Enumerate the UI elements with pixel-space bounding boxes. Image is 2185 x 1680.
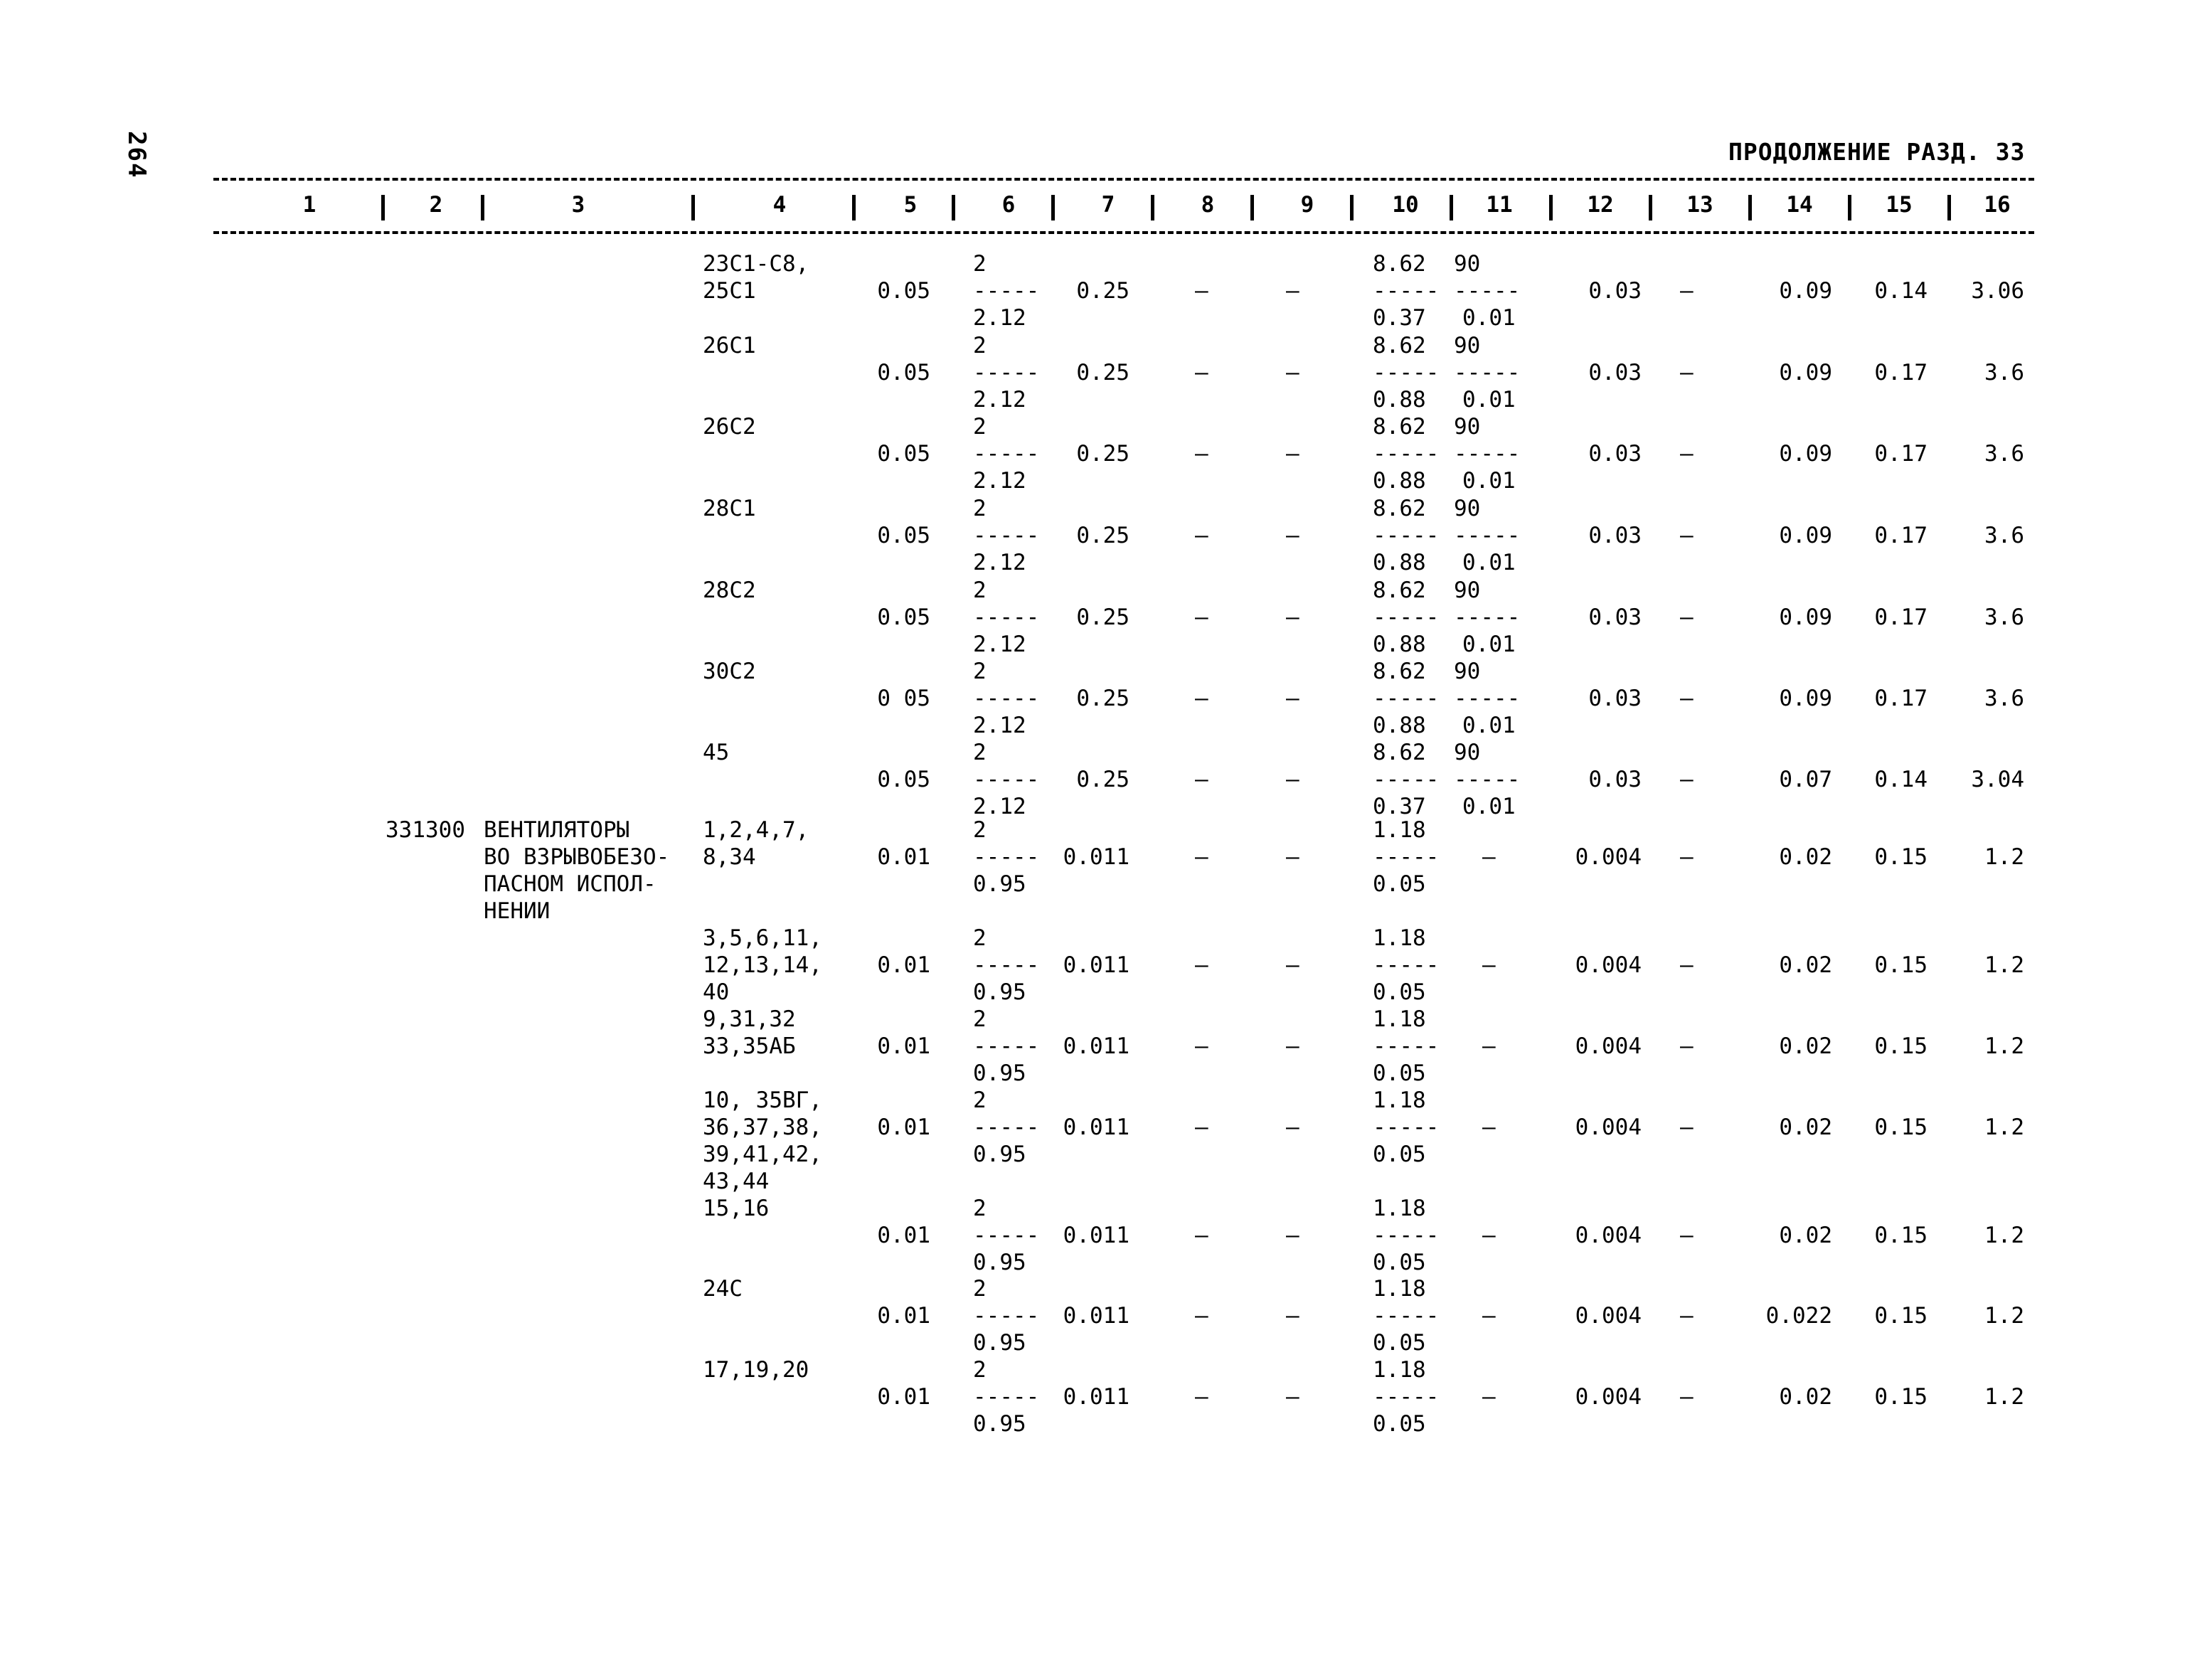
cell-col10-numerator: 1.18: [1373, 925, 1426, 951]
cell-col7: 0.011: [1063, 952, 1129, 978]
cell-col8: –: [1195, 686, 1208, 711]
cell-col10-fraction-line: -----: [1373, 360, 1440, 386]
cell-col15: 0.14: [1874, 767, 1928, 792]
cell-col16: 1.2: [1984, 1384, 2024, 1410]
cell-col12: 0.03: [1588, 360, 1642, 386]
cell-col6-numerator: 2: [973, 925, 987, 951]
cell-col10-numerator: 1.18: [1373, 1276, 1426, 1302]
cell-col6-denominator: 0.95: [973, 1142, 1026, 1167]
cell-col10-denominator: 0.05: [1373, 1060, 1426, 1086]
cell-col6-denominator: 0.95: [973, 1411, 1026, 1437]
cell-col12: 0.004: [1575, 844, 1642, 870]
cell-col11-numerator: 90: [1454, 659, 1481, 684]
column-header-14: 14: [1786, 192, 1813, 218]
cell-col13: –: [1680, 686, 1694, 711]
cell-col8: –: [1195, 441, 1208, 467]
cell-col6-fraction-line: -----: [973, 360, 1040, 386]
row-designation-line: 9,31,32: [703, 1006, 796, 1032]
cell-col6-fraction-line: -----: [973, 523, 1040, 548]
row-designation-line: 26С2: [703, 414, 756, 440]
cell-col15: 0.15: [1874, 1303, 1928, 1329]
cell-col13: –: [1680, 1115, 1694, 1140]
cell-col11-fraction-line: -----: [1454, 278, 1521, 304]
cell-col6-denominator: 2.12: [973, 305, 1026, 331]
row-designation-line: 15,16: [703, 1196, 770, 1221]
cell-col7: 0.011: [1063, 1115, 1129, 1140]
cell-col11-denominator: 0.01: [1462, 632, 1516, 657]
cell-col15: 0.15: [1874, 1223, 1928, 1248]
column-header-6: 6: [1001, 192, 1016, 218]
cell-col6-numerator: 2: [973, 740, 987, 765]
cell-col5: 0.01: [877, 1303, 930, 1329]
row-designation-line: 45: [703, 740, 730, 765]
cell-col16: 1.2: [1984, 1033, 2024, 1059]
cell-col6-denominator: 0.95: [973, 979, 1026, 1005]
row-designation-line: 24С: [703, 1276, 743, 1302]
cell-col10-numerator: 8.62: [1373, 414, 1426, 440]
cell-col6-numerator: 2: [973, 817, 987, 843]
cell-col16: 1.2: [1984, 952, 2024, 978]
cell-col10-denominator: 0.88: [1373, 387, 1426, 413]
cell-col15: 0.17: [1874, 441, 1928, 467]
cell-col6-denominator: 0.95: [973, 1250, 1026, 1275]
cell-col16: 1.2: [1984, 844, 2024, 870]
cell-col9: –: [1286, 844, 1299, 870]
cell-col7: 0.25: [1076, 278, 1129, 304]
cell-col8: –: [1195, 844, 1208, 870]
row-designation-line: 3,5,6,11,: [703, 925, 822, 951]
cell-col8: –: [1195, 1033, 1208, 1059]
column-header-16: 16: [1984, 192, 2011, 218]
cell-col10-denominator: 0.37: [1373, 794, 1426, 819]
cell-col16: 3.6: [1984, 605, 2024, 630]
cell-col7: 0.011: [1063, 1223, 1129, 1248]
cell-col13: –: [1680, 278, 1694, 304]
cell-col11-fraction-line: –: [1482, 1384, 1496, 1410]
cell-col16: 3.6: [1984, 523, 2024, 548]
cell-col10-fraction-line: -----: [1373, 686, 1440, 711]
cell-col12: 0.004: [1575, 1033, 1642, 1059]
cell-col15: 0.17: [1874, 360, 1928, 386]
cell-col6-denominator: 2.12: [973, 387, 1026, 413]
cell-col10-fraction-line: -----: [1373, 1033, 1440, 1059]
cell-col11-fraction-line: -----: [1454, 686, 1521, 711]
cell-col11-fraction-line: –: [1482, 1223, 1496, 1248]
cell-col11-denominator: 0.01: [1462, 550, 1516, 575]
cell-col15: 0.17: [1874, 605, 1928, 630]
cell-col9: –: [1286, 1115, 1299, 1140]
column-header-1: 1: [302, 192, 317, 218]
cell-col6-numerator: 2: [973, 1276, 987, 1302]
cell-col13: –: [1680, 605, 1694, 630]
page-number: 264: [122, 131, 151, 179]
cell-col5: 0.05: [877, 441, 930, 467]
cell-col11-fraction-line: –: [1482, 844, 1496, 870]
cell-col12: 0.03: [1588, 523, 1642, 548]
cell-col16: 3.6: [1984, 686, 2024, 711]
cell-col14: 0.09: [1779, 360, 1832, 386]
cell-col10-fraction-line: -----: [1373, 1303, 1440, 1329]
column-header-3: 3: [571, 192, 585, 218]
cell-col10-denominator: 0.05: [1373, 1250, 1426, 1275]
cell-col11-numerator: 90: [1454, 578, 1481, 603]
cell-col7: 0.011: [1063, 1033, 1129, 1059]
row-designation-line: 40: [703, 979, 730, 1005]
cell-col15: 0.15: [1874, 1033, 1928, 1059]
cell-col12: 0.004: [1575, 1223, 1642, 1248]
cell-col6-fraction-line: -----: [973, 952, 1040, 978]
cell-col6-numerator: 2: [973, 1006, 987, 1032]
cell-col10-denominator: 0.37: [1373, 305, 1426, 331]
cell-col16: 3.6: [1984, 441, 2024, 467]
column-header-8: 8: [1201, 192, 1215, 218]
cell-col11-numerator: 90: [1454, 496, 1481, 521]
cell-col8: –: [1195, 1303, 1208, 1329]
cell-col15: 0.17: [1874, 523, 1928, 548]
cell-col6-fraction-line: -----: [973, 1115, 1040, 1140]
cell-col15: 0.15: [1874, 844, 1928, 870]
cell-col9: –: [1286, 523, 1299, 548]
cell-col9: –: [1286, 278, 1299, 304]
cell-col14: 0.02: [1779, 1033, 1832, 1059]
cell-col6-numerator: 2: [973, 1196, 987, 1221]
cell-col6-fraction-line: -----: [973, 1033, 1040, 1059]
cell-col13: –: [1680, 523, 1694, 548]
cell-col6-numerator: 2: [973, 1088, 987, 1113]
cell-col16: 1.2: [1984, 1115, 2024, 1140]
cell-col5: 0.05: [877, 605, 930, 630]
cell-col10-fraction-line: -----: [1373, 1384, 1440, 1410]
cell-col6-fraction-line: -----: [973, 767, 1040, 792]
cell-col6-denominator: 2.12: [973, 632, 1026, 657]
cell-col8: –: [1195, 278, 1208, 304]
cell-col14: 0.02: [1779, 1384, 1832, 1410]
cell-col11-fraction-line: –: [1482, 952, 1496, 978]
cell-col9: –: [1286, 1384, 1299, 1410]
cell-col15: 0.15: [1874, 1115, 1928, 1140]
row-designation-line: 33,35АБ: [703, 1033, 796, 1059]
cell-col14: 0.07: [1779, 767, 1832, 792]
cell-col10-numerator: 8.62: [1373, 578, 1426, 603]
cell-col11-numerator: 90: [1454, 740, 1481, 765]
cell-col11-fraction-line: -----: [1454, 767, 1521, 792]
cell-col10-denominator: 0.05: [1373, 1142, 1426, 1167]
cell-col13: –: [1680, 360, 1694, 386]
row-designation-line: 39,41,42,: [703, 1142, 822, 1167]
cell-col10-numerator: 1.18: [1373, 1006, 1426, 1032]
cell-col9: –: [1286, 360, 1299, 386]
cell-col8: –: [1195, 605, 1208, 630]
group-code: 331300: [386, 817, 465, 843]
cell-col6-denominator: 2.12: [973, 550, 1026, 575]
column-header-5: 5: [903, 192, 918, 218]
column-header-12: 12: [1587, 192, 1614, 218]
cell-col6-denominator: 2.12: [973, 468, 1026, 494]
row-designation-line: 28С1: [703, 496, 756, 521]
cell-col14: 0.02: [1779, 1115, 1832, 1140]
cell-col15: 0.17: [1874, 686, 1928, 711]
cell-col6-denominator: 0.95: [973, 871, 1026, 897]
cell-col14: 0.022: [1765, 1303, 1832, 1329]
cell-col6-fraction-line: -----: [973, 686, 1040, 711]
cell-col8: –: [1195, 360, 1208, 386]
cell-col10-numerator: 8.62: [1373, 659, 1426, 684]
cell-col15: 0.14: [1874, 278, 1928, 304]
cell-col5: 0 05: [877, 686, 930, 711]
cell-col8: –: [1195, 1384, 1208, 1410]
cell-col13: –: [1680, 441, 1694, 467]
cell-col6-denominator: 2.12: [973, 794, 1026, 819]
cell-col10-fraction-line: -----: [1373, 1115, 1440, 1140]
row-designation-line: 36,37,38,: [703, 1115, 822, 1140]
cell-col6-numerator: 2: [973, 496, 987, 521]
cell-col10-fraction-line: -----: [1373, 523, 1440, 548]
row-designation-line: 43,44: [703, 1169, 770, 1194]
cell-col14: 0.09: [1779, 605, 1832, 630]
cell-col12: 0.004: [1575, 1303, 1642, 1329]
cell-col16: 1.2: [1984, 1223, 2024, 1248]
cell-col10-denominator: 0.05: [1373, 979, 1426, 1005]
column-header-15: 15: [1886, 192, 1913, 218]
cell-col14: 0.02: [1779, 844, 1832, 870]
cell-col14: 0.02: [1779, 1223, 1832, 1248]
row-designation-line: 10, 35ВГ,: [703, 1088, 822, 1113]
column-header-2: 2: [429, 192, 443, 218]
cell-col12: 0.004: [1575, 1115, 1642, 1140]
column-header-10: 10: [1392, 192, 1419, 218]
cell-col6-numerator: 2: [973, 659, 987, 684]
cell-col6-numerator: 2: [973, 578, 987, 603]
cell-col7: 0.25: [1076, 441, 1129, 467]
cell-col11-denominator: 0.01: [1462, 468, 1516, 494]
cell-col6-numerator: 2: [973, 1357, 987, 1383]
cell-col5: 0.01: [877, 844, 930, 870]
cell-col10-fraction-line: -----: [1373, 1223, 1440, 1248]
cell-col5: 0.01: [877, 952, 930, 978]
cell-col10-denominator: 0.88: [1373, 632, 1426, 657]
cell-col11-numerator: 90: [1454, 333, 1481, 358]
cell-col13: –: [1680, 1033, 1694, 1059]
cell-col6-fraction-line: -----: [973, 278, 1040, 304]
cell-col7: 0.25: [1076, 767, 1129, 792]
row-designation-line: 23С1-С8,: [703, 251, 809, 277]
cell-col6-fraction-line: -----: [973, 1223, 1040, 1248]
cell-col6-fraction-line: -----: [973, 605, 1040, 630]
column-header-13: 13: [1686, 192, 1713, 218]
cell-col10-fraction-line: -----: [1373, 605, 1440, 630]
cell-col5: 0.01: [877, 1384, 930, 1410]
cell-col7: 0.011: [1063, 1384, 1129, 1410]
cell-col12: 0.03: [1588, 441, 1642, 467]
cell-col13: –: [1680, 1303, 1694, 1329]
cell-col10-numerator: 8.62: [1373, 740, 1426, 765]
column-header-4: 4: [772, 192, 787, 218]
cell-col6-fraction-line: -----: [973, 441, 1040, 467]
cell-col16: 1.2: [1984, 1303, 2024, 1329]
cell-col10-fraction-line: -----: [1373, 952, 1440, 978]
cell-col6-fraction-line: -----: [973, 1384, 1040, 1410]
cell-col7: 0.25: [1076, 523, 1129, 548]
cell-col13: –: [1680, 952, 1694, 978]
cell-col6-numerator: 2: [973, 414, 987, 440]
cell-col11-fraction-line: -----: [1454, 360, 1521, 386]
cell-col10-denominator: 0.05: [1373, 1411, 1426, 1437]
cell-col11-fraction-line: –: [1482, 1115, 1496, 1140]
cell-col10-denominator: 0.88: [1373, 713, 1426, 738]
column-header-11: 11: [1486, 192, 1513, 218]
row-designation-line: 12,13,14,: [703, 952, 822, 978]
cell-col10-numerator: 1.18: [1373, 817, 1426, 843]
cell-col8: –: [1195, 1115, 1208, 1140]
cell-col8: –: [1195, 523, 1208, 548]
row-designation-line: 28С2: [703, 578, 756, 603]
cell-col7: 0.25: [1076, 605, 1129, 630]
cell-col6-numerator: 2: [973, 333, 987, 358]
cell-col10-fraction-line: -----: [1373, 767, 1440, 792]
cell-col15: 0.15: [1874, 1384, 1928, 1410]
cell-col16: 3.6: [1984, 360, 2024, 386]
cell-col11-denominator: 0.01: [1462, 794, 1516, 819]
cell-col12: 0.004: [1575, 952, 1642, 978]
cell-col13: –: [1680, 767, 1694, 792]
cell-col7: 0.25: [1076, 360, 1129, 386]
cell-col14: 0.09: [1779, 278, 1832, 304]
row-designation-line: 30С2: [703, 659, 756, 684]
cell-col14: 0.09: [1779, 441, 1832, 467]
cell-col6-fraction-line: -----: [973, 1303, 1040, 1329]
row-designation-line: 8,34: [703, 844, 756, 870]
row-designation-line: 25С1: [703, 278, 756, 304]
group-name-line-2: ВО ВЗРЫВОБЕЗО-: [484, 844, 670, 870]
cell-col12: 0.03: [1588, 686, 1642, 711]
cell-col11-denominator: 0.01: [1462, 387, 1516, 413]
cell-col9: –: [1286, 952, 1299, 978]
cell-col10-fraction-line: -----: [1373, 278, 1440, 304]
cell-col11-fraction-line: -----: [1454, 441, 1521, 467]
cell-col11-fraction-line: –: [1482, 1033, 1496, 1059]
cell-col5: 0.05: [877, 767, 930, 792]
cell-col14: 0.09: [1779, 523, 1832, 548]
cell-col5: 0.05: [877, 278, 930, 304]
cell-col10-numerator: 1.18: [1373, 1088, 1426, 1113]
cell-col9: –: [1286, 686, 1299, 711]
cell-col11-fraction-line: -----: [1454, 523, 1521, 548]
cell-col11-numerator: 90: [1454, 414, 1481, 440]
cell-col5: 0.01: [877, 1223, 930, 1248]
cell-col10-numerator: 8.62: [1373, 251, 1426, 277]
cell-col10-numerator: 1.18: [1373, 1196, 1426, 1221]
cell-col5: 0.01: [877, 1033, 930, 1059]
group-name-line-4: НЕНИИ: [484, 898, 551, 924]
cell-col12: 0.03: [1588, 278, 1642, 304]
column-header-7: 7: [1101, 192, 1115, 218]
group-name-line-3: ПАСНОМ ИСПОЛ-: [484, 871, 656, 897]
cell-col10-denominator: 0.88: [1373, 468, 1426, 494]
cell-col10-fraction-line: -----: [1373, 844, 1440, 870]
cell-col12: 0.03: [1588, 767, 1642, 792]
cell-col5: 0.05: [877, 360, 930, 386]
cell-col11-denominator: 0.01: [1462, 713, 1516, 738]
column-header-9: 9: [1300, 192, 1314, 218]
cell-col15: 0.15: [1874, 952, 1928, 978]
cell-col11-numerator: 90: [1454, 251, 1481, 277]
cell-col10-denominator: 0.05: [1373, 1330, 1426, 1356]
cell-col7: 0.011: [1063, 1303, 1129, 1329]
cell-col5: 0.05: [877, 523, 930, 548]
row-designation-line: 1,2,4,7,: [703, 817, 809, 843]
cell-col5: 0.01: [877, 1115, 930, 1140]
cell-col6-denominator: 0.95: [973, 1330, 1026, 1356]
cell-col14: 0.02: [1779, 952, 1832, 978]
cell-col8: –: [1195, 1223, 1208, 1248]
cell-col6-numerator: 2: [973, 251, 987, 277]
cell-col6-denominator: 0.95: [973, 1060, 1026, 1086]
cell-col11-denominator: 0.01: [1462, 305, 1516, 331]
cell-col13: –: [1680, 844, 1694, 870]
cell-col6-fraction-line: -----: [973, 844, 1040, 870]
cell-col9: –: [1286, 441, 1299, 467]
cell-col13: –: [1680, 1223, 1694, 1248]
cell-col9: –: [1286, 1223, 1299, 1248]
cell-col8: –: [1195, 952, 1208, 978]
cell-col10-denominator: 0.05: [1373, 871, 1426, 897]
group-name-line-1: ВЕНТИЛЯТОРЫ: [484, 817, 630, 843]
cell-col7: 0.25: [1076, 686, 1129, 711]
section-title: ПРОДОЛЖЕНИЕ РАЗД. 33: [1728, 138, 2026, 166]
cell-col14: 0.09: [1779, 686, 1832, 711]
cell-col6-denominator: 2.12: [973, 713, 1026, 738]
cell-col9: –: [1286, 1033, 1299, 1059]
cell-col16: 3.06: [1971, 278, 2024, 304]
cell-col10-numerator: 1.18: [1373, 1357, 1426, 1383]
cell-col10-fraction-line: -----: [1373, 441, 1440, 467]
cell-col11-fraction-line: -----: [1454, 605, 1521, 630]
cell-col11-fraction-line: –: [1482, 1303, 1496, 1329]
cell-col9: –: [1286, 605, 1299, 630]
row-designation-line: 17,19,20: [703, 1357, 809, 1383]
cell-col12: 0.03: [1588, 605, 1642, 630]
cell-col10-denominator: 0.88: [1373, 550, 1426, 575]
row-designation-line: 26С1: [703, 333, 756, 358]
cell-col10-numerator: 8.62: [1373, 496, 1426, 521]
cell-col9: –: [1286, 1303, 1299, 1329]
cell-col8: –: [1195, 767, 1208, 792]
cell-col9: –: [1286, 767, 1299, 792]
cell-col13: –: [1680, 1384, 1694, 1410]
cell-col12: 0.004: [1575, 1384, 1642, 1410]
cell-col7: 0.011: [1063, 844, 1129, 870]
cell-col10-numerator: 8.62: [1373, 333, 1426, 358]
cell-col16: 3.04: [1971, 767, 2024, 792]
